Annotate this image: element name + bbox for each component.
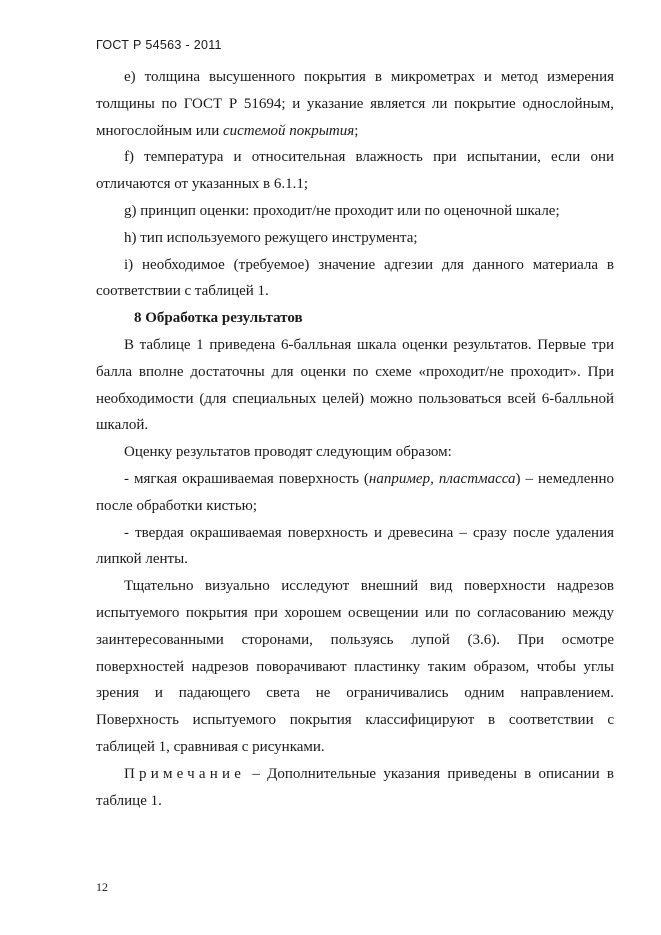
paragraph-scale: В таблице 1 приведена 6-балльная шкала оценки результатов. Первые три балла вполне достаточны для оценки по схеме «проходит/не проходит». При необходимости (для специальных целей) можно пользоваться всей 6-балльной шкалой. [96, 336, 614, 434]
paragraph-inspection: Тщательно визуально исследуют внешний вид поверхности надрезов испытуемого покрытия при хорошем освещении или по согласованию между заинтересованными сторонами, пользуясь лупой (3.6). При осмотре поверхностей надрезов поворачивают пластинку таким образом, чтобы углы зрения и падающего света не ограничивались одним направлением. Поверхность испытуемого покрытия классифицируют в соответствии с таблицей 1, сравнивая с рисунками. [96, 578, 614, 755]
doc-code: ГОСТ Р 54563 - 2011 [96, 38, 222, 52]
list-item-e-end: ; [354, 122, 359, 139]
list-item-e-text: e) толщина высушенного покрытия в микрометрах и метод измерения толщины по ГОСТ Р 51694; и указание является ли покрытие однослойным, многослойным или [96, 69, 614, 139]
dash-item-soft-italic: например, пластмасса [368, 470, 516, 487]
page-content [96, 64, 614, 814]
paragraph-method: Оценку результатов проводят следующим образом: [124, 444, 452, 461]
list-item-i: i) необходимое (требуемое) значение адгезии для данного материала в соответствии с таблицей 1. [96, 256, 614, 300]
list-item-g: g) принцип оценки: проходит/не проходит или по оценочной шкале; [124, 202, 560, 219]
dash-item-hard: - твердая окрашиваемая поверхность и древесина – сразу после удаления липкой ленты. [96, 524, 614, 568]
note [96, 761, 614, 815]
note-text: – Дополнительные указания приведены в описании в таблице 1. [96, 765, 614, 809]
list-item-h: h) тип используемого режущего инструмента; [124, 229, 418, 246]
dash-item-soft [96, 466, 614, 520]
list-item-e-italic: системой покрытия [222, 122, 355, 139]
list-item-f: f) температура и относительная влажность при испытании, если они отличаются от указанных в 6.1.1; [96, 149, 614, 193]
document-header [96, 38, 222, 52]
note-label: Примечание [124, 765, 246, 782]
section-heading: 8 Обработка результатов [134, 310, 303, 327]
page-number: 12 [96, 880, 108, 894]
dash-item-soft-text: - мягкая окрашиваемая поверхность ( [124, 470, 369, 487]
dash-item-soft-end: ) – немедленно после обработки кистью; [96, 470, 614, 514]
list-item-e [96, 64, 614, 144]
